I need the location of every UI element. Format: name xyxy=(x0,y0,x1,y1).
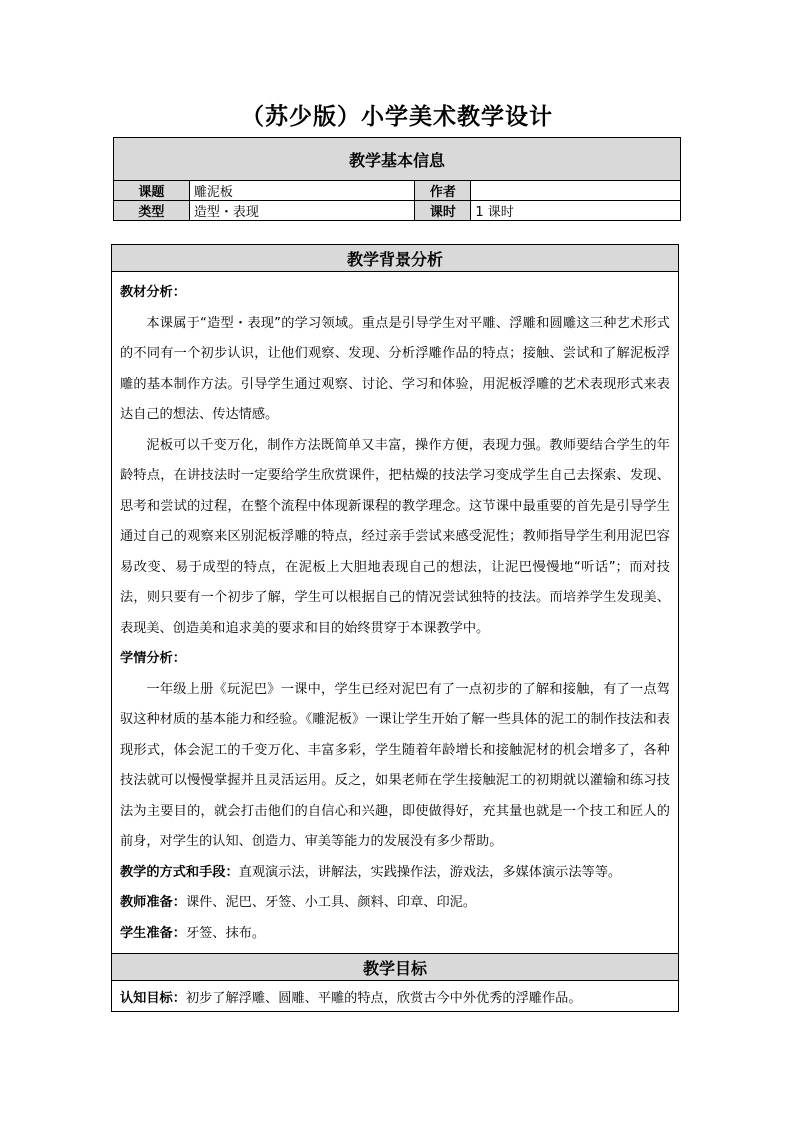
student-prep-value: 牙签、抹布。 xyxy=(185,925,266,941)
teacher-prep-value: 课件、泥巴、牙签、小工具、颜料、印章、印泥。 xyxy=(185,895,477,910)
page-title: （苏少版）小学美术教学设计 xyxy=(241,104,553,130)
hours-label: 课时 xyxy=(415,201,471,221)
student-analysis-label: 学情分析： xyxy=(120,651,186,666)
basic-info-header: 教学基本信息 xyxy=(114,138,681,181)
student-paragraph: 一年级上册《玩泥巴》一课中，学生已经对泥巴有了一点初步的了解和接触，有了一点驾驭这种材质的基本能力和经验。《雕泥板》一课让学生开始了解一些具体的泥工的制作技法和表现形式，体会泥工的千变万化、丰富多彩，学生随着年龄增长和接触泥材的机会增多了，各种技法就可以慢慢掌握并且灵活运用。反之，如果老师在学生接触泥工的初期就以灌输和练习技法为主要目的，就会打击他们的自信心和兴趣，即使做得好，充其量也就是一个技工和匠人的前身，对学生的认知、创造力、审美等能力的发展没有多少帮助。 xyxy=(120,681,670,849)
topic-label: 课题 xyxy=(114,181,190,201)
author-label: 作者 xyxy=(415,181,471,201)
type-label: 类型 xyxy=(114,201,190,221)
background-content xyxy=(112,272,679,954)
cognitive-goal-label: 认知目标： xyxy=(120,990,186,1006)
material-analysis-label: 教材分析： xyxy=(120,285,186,300)
basic-info-table xyxy=(113,137,681,221)
cognitive-goal xyxy=(112,981,679,1012)
teaching-method xyxy=(120,858,670,889)
teacher-prep xyxy=(120,888,670,919)
cognitive-goal-value: 初步了解浮雕、圆雕、平雕的特点，欣赏古今中外优秀的浮雕作品。 xyxy=(185,990,582,1006)
student-prep-label: 学生准备： xyxy=(120,925,186,941)
teacher-prep-label: 教师准备： xyxy=(120,895,186,910)
background-table xyxy=(111,244,679,1012)
material-paragraph-2: 泥板可以千变万化，制作方法既简单又丰富，操作方便，表现力强。教师要结合学生的年龄特点，在讲技法时一定要给学生欣赏课件，把枯燥的技法学习变成学生自己去探索、发现、思考和尝试的过程，在整个流程中体现新课程的教学理念。这节课中最重要的首先是引导学生通过自己的观察来区别泥板浮雕的特点，经过亲手尝试来感受泥性；教师指导学生利用泥巴容易改变、易于成型的特点，在泥板上大胆地表现自己的想法，让泥巴慢慢地“听话”；而对技法，则只要有一个初步了解，学生可以根据自己的情况尝试独特的技法。而培养学生发现美、表现美、创造美和追求美的要求和目的始终贯穿于本课教学中。 xyxy=(120,437,670,636)
teaching-method-label: 教学的方式和手段： xyxy=(120,864,239,880)
goals-header: 教学目标 xyxy=(112,954,679,981)
author-value xyxy=(471,181,681,201)
student-prep xyxy=(120,919,670,950)
hours-value: 1 课时 xyxy=(471,201,681,221)
background-header: 教学背景分析 xyxy=(112,245,679,272)
topic-value: 雕泥板 xyxy=(189,181,415,201)
material-paragraph-1: 本课属于“造型・表现”的学习领域。重点是引导学生对平雕、浮雕和圆雕这三种艺术形式的不同有一个初步认识，让他们观察、发现、分析浮雕作品的特点；接触、尝试和了解泥板浮雕的基本制作方法。引导学生通过观察、讨论、学习和体验，用泥板浮雕的艺术表现形式来表达自己的想法、传达情感。 xyxy=(120,315,670,422)
type-value: 造型・表现 xyxy=(189,201,415,221)
teaching-method-value: 直观演示法，讲解法，实践操作法，游戏法，多媒体演示法等等。 xyxy=(238,864,622,880)
